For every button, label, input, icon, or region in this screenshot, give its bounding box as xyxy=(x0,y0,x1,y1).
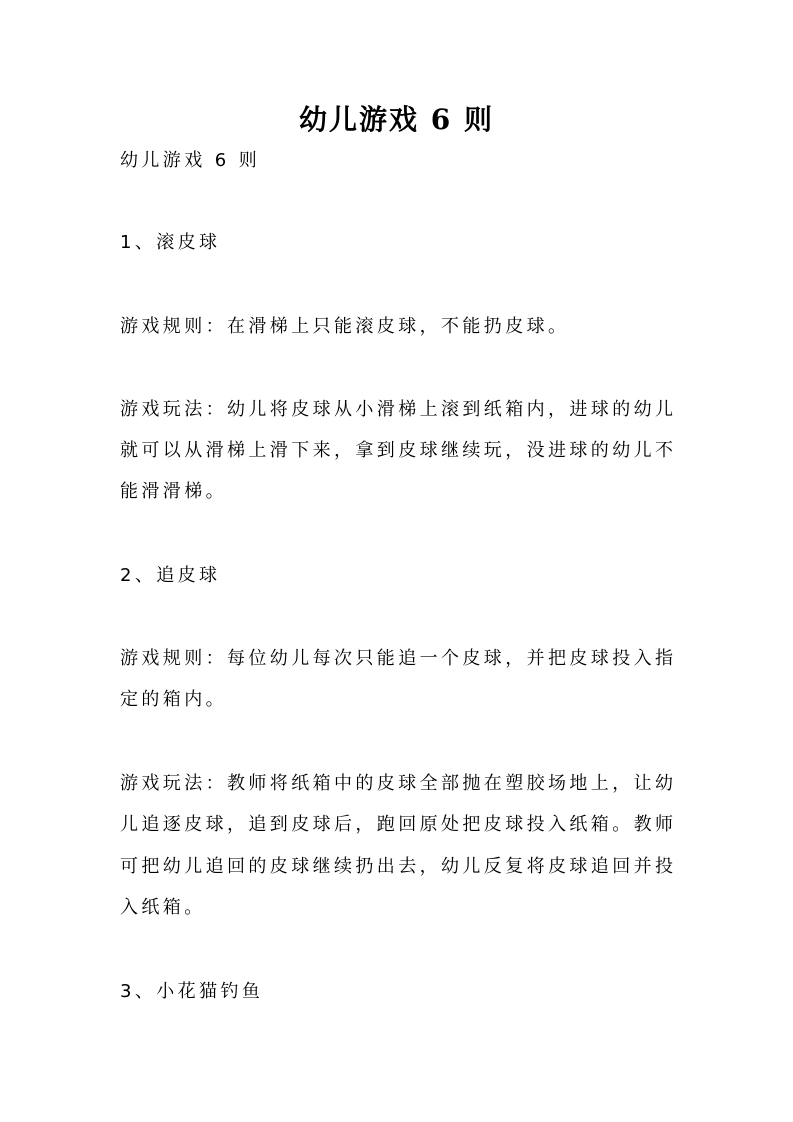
play-paragraph-2-line-3: 可把幼儿追回的皮球继续扔出去，幼儿反复将皮球追回并投 xyxy=(120,856,677,877)
play-paragraph-2-line-4: 入纸箱。 xyxy=(120,897,206,918)
document-title: 幼儿游戏 6 则 xyxy=(299,103,494,136)
section-heading-2: 2、追皮球 xyxy=(120,565,221,586)
rule-paragraph-2-line-2: 定的箱内。 xyxy=(120,689,227,710)
play-paragraph-1-line-1: 游戏玩法：幼儿将皮球从小滑梯上滚到纸箱内，进球的幼儿 xyxy=(120,399,677,420)
play-paragraph-1-line-3: 能滑滑梯。 xyxy=(120,481,227,502)
rule-paragraph-2-line-1: 游戏规则：每位幼儿每次只能追一个皮球，并把皮球投入指 xyxy=(120,648,677,669)
play-paragraph-2-line-2: 儿追逐皮球，追到皮球后，跑回原处把皮球投入纸箱。教师 xyxy=(120,814,677,835)
section-heading-3: 3、小花猫钓鱼 xyxy=(120,981,264,1002)
document-subtitle: 幼儿游戏 6 则 xyxy=(120,150,261,171)
rule-paragraph-1-line-1: 游戏规则：在滑梯上只能滚皮球，不能扔皮球。 xyxy=(120,316,570,337)
section-heading-1: 1、滚皮球 xyxy=(120,232,221,253)
play-paragraph-1-line-2: 就可以从滑梯上滑下来，拿到皮球继续玩，没进球的幼儿不 xyxy=(120,440,677,461)
play-paragraph-2-line-1: 游戏玩法：教师将纸箱中的皮球全部抛在塑胶场地上，让幼 xyxy=(120,773,677,794)
